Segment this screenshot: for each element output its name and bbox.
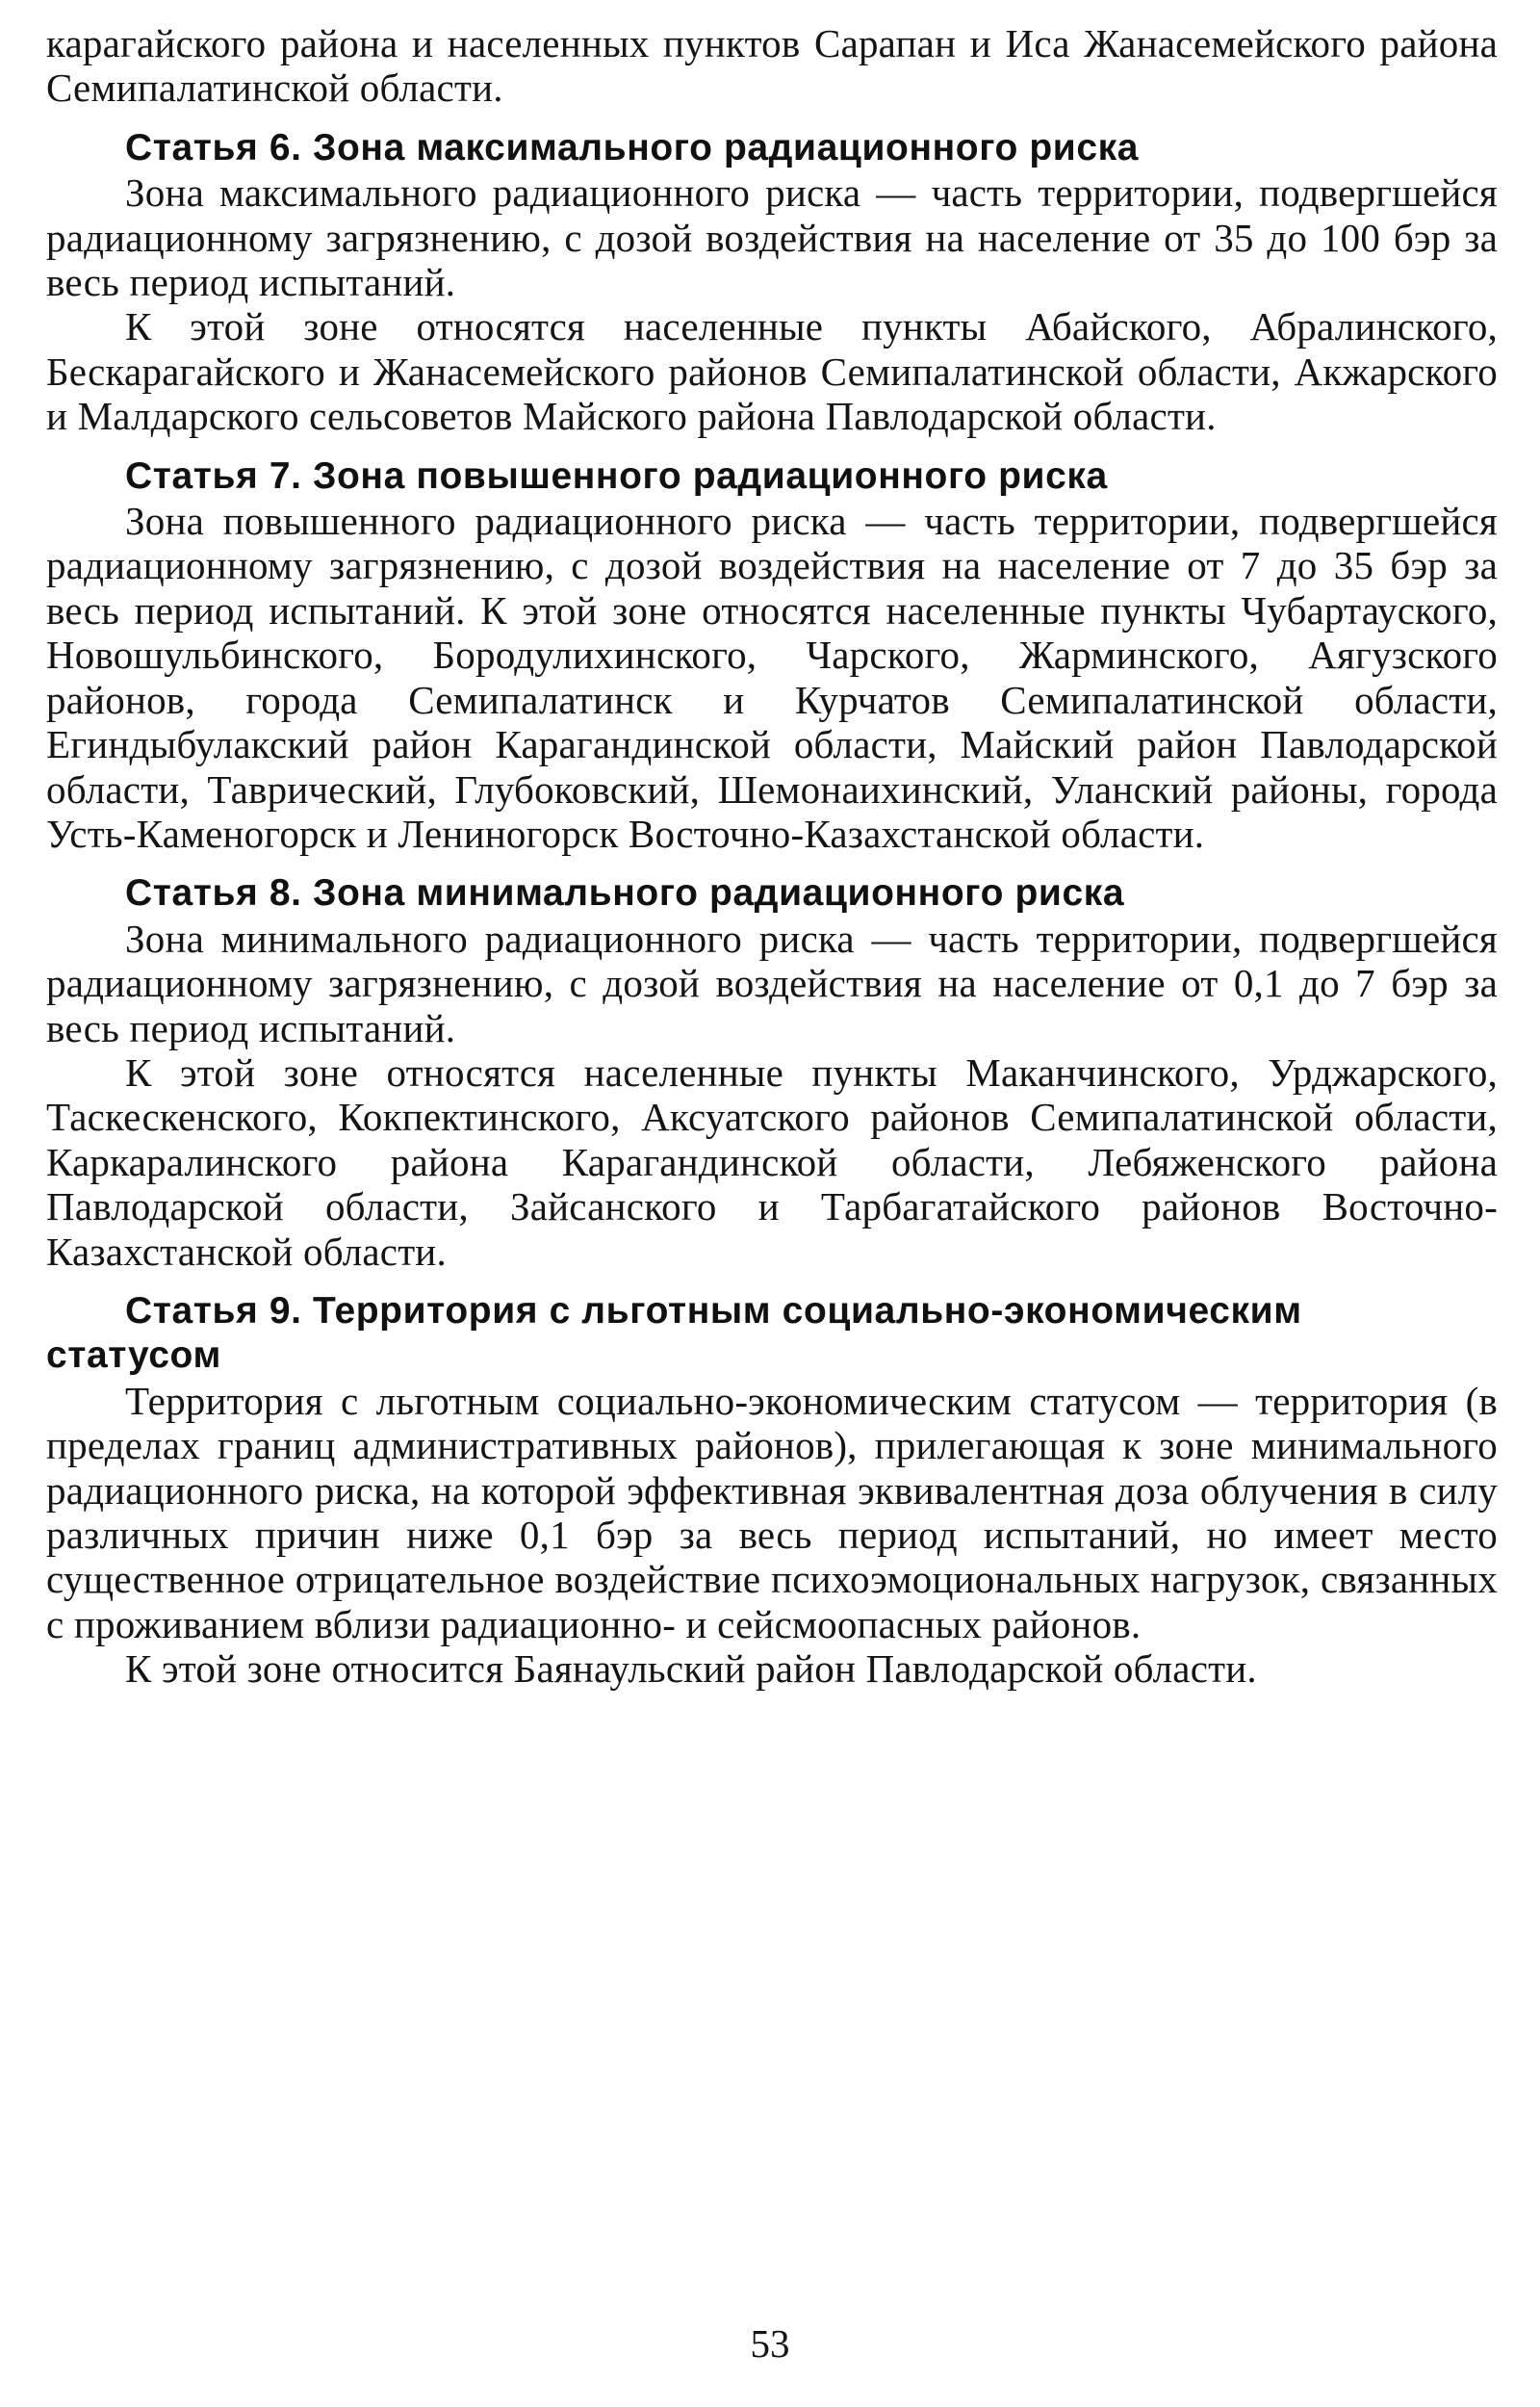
intro-paragraph: карагайского района и населенных пунктов Сарапан и Иса Жанасемейского района Семипалатинской области. [46,21,1498,111]
article-paragraph: Зона повышенного радиационного риска — часть территории, подвергшейся радиационному загрязнению, с дозой воздействия на население от 7 до 35 бэр за весь период испытаний. К этой зоне относятся населенные пункты Чубартауского, Новошульбинского, Бородулихинского, Чарского, Жарминского, Аягузского районов, города Семипалатинск и Курчатов Семипалатинской области, Егиндыбулакский район Карагандинской области, Майский район Павлодарской области, Таврический, Глубоковский, Шемонаихинский, Уланский районы, города Усть-Каменогорск и Лениногорск Восточно-Казахстанской области. [46,499,1498,856]
article-7 [46,454,1498,857]
article-heading: Статья 6. Зона максимального радиационного риска [125,126,1140,168]
article-6 [46,126,1498,439]
article-heading [46,1289,1498,1379]
article-paragraph: Зона максимального радиационного риска — часть территории, подвергшейся радиационному загрязнению, с дозой воздействия на население от 35 до 100 бэр за весь период испытаний. [46,170,1498,305]
page-number: 53 [750,2321,790,2366]
article-9 [46,1289,1498,1692]
article-paragraph: Территория с льготным социально-экономическим статусом — территория (в пределах границ административных районов), прилегающая к зоне минимального радиационного риска, на которой эффективная эквивалентная доза облучения в силу различных причин ниже 0,1 бэр за весь период испытаний, но имеет место существенное отрицательное воздействие психоэмоциональных нагрузок, связанных с проживанием вблизи радиационно- и сейсмоопасных районов. [46,1378,1498,1646]
article-paragraph: К этой зоне относятся населенные пункты Абайского, Абралинского, Бескарагайского и Жанасемейского районов Семипалатинской области, Акжарского и Малдарского сельсоветов Майского района Павлодарской области. [46,304,1498,439]
article-heading: Статья 8. Зона минимального радиационного риска [125,872,1125,915]
article-heading: Статья 7. Зона повышенного радиационного риска [125,454,1108,497]
article-paragraph: Зона минимального радиационного риска — часть территории, подвергшейся радиационному загрязнению, с дозой воздействия на население от 0,1 до 7 бэр за весь период испытаний. [46,916,1498,1050]
document-page [46,21,1498,2370]
article-paragraph: К этой зоне относятся населенные пункты Маканчинского, Урджарского, Таскескенского, Кокпектинского, Аксуатского районов Семипалатинской области, Каркаралинского района Карагандинской области, Лебяженского района Павлодарской области, Зайсанского и Тарбагатайского районов Восточно-Казахстанской области. [46,1049,1498,1274]
article-heading-line2: статусом [46,1334,221,1377]
article-paragraph: К этой зоне относится Баянаульский район Павлодарской области. [125,1646,1257,1692]
article-heading-line1: Статья 9. Территория с льготным социально-экономическим [125,1289,1302,1332]
article-8 [46,871,1498,1274]
